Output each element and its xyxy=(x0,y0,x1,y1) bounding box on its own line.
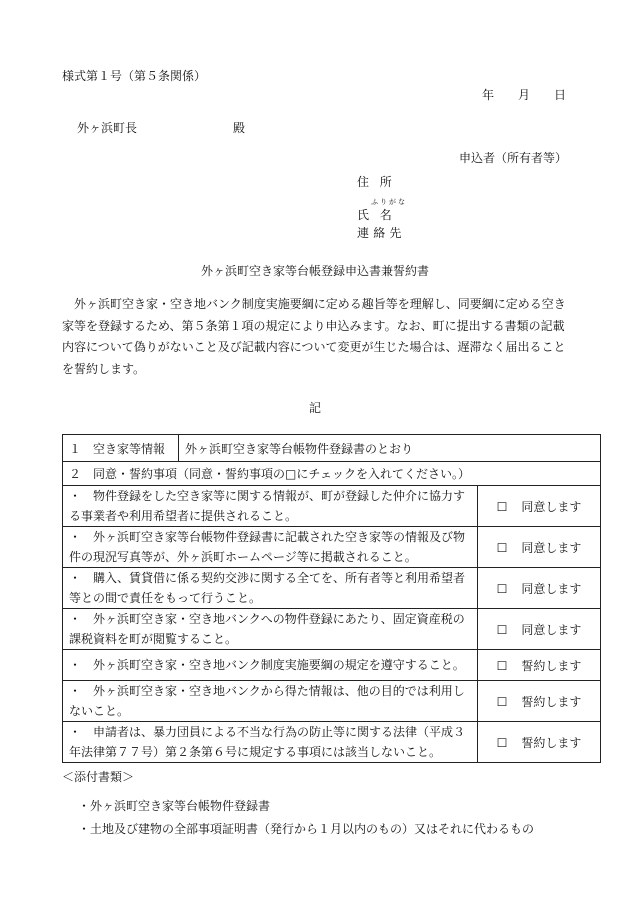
agreement-checkbox[interactable] xyxy=(478,650,601,681)
body-paragraph: 外ヶ浜町空き家・空き地バンク制度実施要綱に定める趣旨等を理解し、同要綱に定める空き家等を登録するため、第５条第１項の規定により申込みます。なお、町に提出する書類の記載内容について偽りがないこと及び記載内容について変更が生じた場合は、遅滞なく届出ることを誓約します。 xyxy=(62,297,566,376)
furigana-label: ふりがな xyxy=(371,198,407,206)
table-row xyxy=(63,722,601,763)
checkbox-icon[interactable]: ☐ xyxy=(496,735,508,750)
agreement-item-text: ・ 申請者は、暴力団員による不当な行為の防止等に関する法律（平成３年法律第７７号）第２条第６号に規定する事項には該当しないこと。 xyxy=(63,722,478,763)
applicant-label: 申込者（所有者等） xyxy=(459,151,568,165)
agreement-item-text: ・ 物件登録をした空き家等に関する情報が、町が登録した仲介に協力する事業者や利用希望者に提供されること。 xyxy=(63,486,478,527)
attachment-item: ・土地及び建物の全部事項証明書（発行から１月以内のもの）又はそれに代わるもの xyxy=(78,822,535,836)
agreement-action: 同意します xyxy=(521,540,582,555)
checkbox-icon[interactable]: ☐ xyxy=(496,540,508,555)
agreement-action: 誓約します xyxy=(521,735,582,750)
agreement-item-text: ・ 外ヶ浜町空き家・空き地バンク制度実施要綱の規定を遵守すること。 xyxy=(63,650,478,681)
addressee xyxy=(77,119,245,136)
agreement-checkbox[interactable] xyxy=(478,568,601,609)
agreement-heading: ２ 同意・誓約事項（同意・誓約事項の□にチェックを入れてください。） xyxy=(63,462,601,486)
contact-label: 連絡先 xyxy=(357,226,406,240)
checkbox-icon[interactable]: ☐ xyxy=(496,694,508,709)
date-year-label: 年 xyxy=(482,88,495,102)
agreement-action: 誓約します xyxy=(521,694,582,709)
agreement-action: 誓約します xyxy=(521,658,582,673)
addressee-name: 外ヶ浜町長 xyxy=(77,121,138,135)
addressee-honorific: 殿 xyxy=(233,121,246,135)
checkbox-icon[interactable]: ☐ xyxy=(496,658,508,673)
checkbox-icon[interactable]: ☐ xyxy=(496,622,508,637)
date-line xyxy=(482,86,566,103)
agreement-checkbox[interactable] xyxy=(478,527,601,568)
date-month-label: 月 xyxy=(518,88,531,102)
agreement-action: 同意します xyxy=(521,581,582,596)
attachments-heading: ＜添付書類＞ xyxy=(62,770,135,784)
table-row xyxy=(63,486,601,527)
agreement-table xyxy=(62,434,601,763)
agreement-action: 同意します xyxy=(521,499,582,514)
attachment-item: ・外ヶ浜町空き家等台帳物件登録書 xyxy=(78,799,271,813)
table-row xyxy=(63,609,601,650)
agreement-item-text: ・ 外ヶ浜町空き家・空き地バンクから得た情報は、他の目的では利用しないこと。 xyxy=(63,681,478,722)
form-number: 様式第１号（第５条関係） xyxy=(62,69,207,83)
agreement-item-text: ・ 外ヶ浜町空き家等台帳物件登録書に記載された空き家等の情報及び物件の現況写真等が、外ヶ浜町ホームページ等に掲載されること。 xyxy=(63,527,478,568)
table-row xyxy=(63,435,601,462)
address-label: 住所 xyxy=(357,175,403,189)
agreement-checkbox[interactable] xyxy=(478,486,601,527)
table-row xyxy=(63,681,601,722)
ki-heading: 記 xyxy=(308,401,321,415)
agreement-item-text: ・ 購入、賃貸借に係る契約交渉に関する全てを、所有者等と利用希望者等との間で責任をもって行うこと。 xyxy=(63,568,478,609)
agreement-checkbox[interactable] xyxy=(478,722,601,763)
agreement-checkbox[interactable] xyxy=(478,681,601,722)
table-row xyxy=(63,650,601,681)
table-row xyxy=(63,462,601,486)
checkbox-icon[interactable]: ☐ xyxy=(496,581,508,596)
name-label: 氏名 xyxy=(357,208,403,222)
agreement-action: 同意します xyxy=(521,622,582,637)
agreement-checkbox[interactable] xyxy=(478,609,601,650)
checkbox-icon[interactable]: ☐ xyxy=(496,499,508,514)
date-day-label: 日 xyxy=(554,88,567,102)
agreement-item-text: ・ 外ヶ浜町空き家・空き地バンクへの物件登録にあたり、固定資産税の課税資料を町が閲覧すること。 xyxy=(63,609,478,650)
document-title: 外ヶ浜町空き家等台帳登録申込書兼誓約書 xyxy=(200,264,429,278)
table-row xyxy=(63,568,601,609)
property-info-label: １ 空き家等情報 xyxy=(63,435,179,462)
table-row xyxy=(63,527,601,568)
property-info-value: 外ヶ浜町空き家等台帳物件登録書のとおり xyxy=(179,435,601,462)
